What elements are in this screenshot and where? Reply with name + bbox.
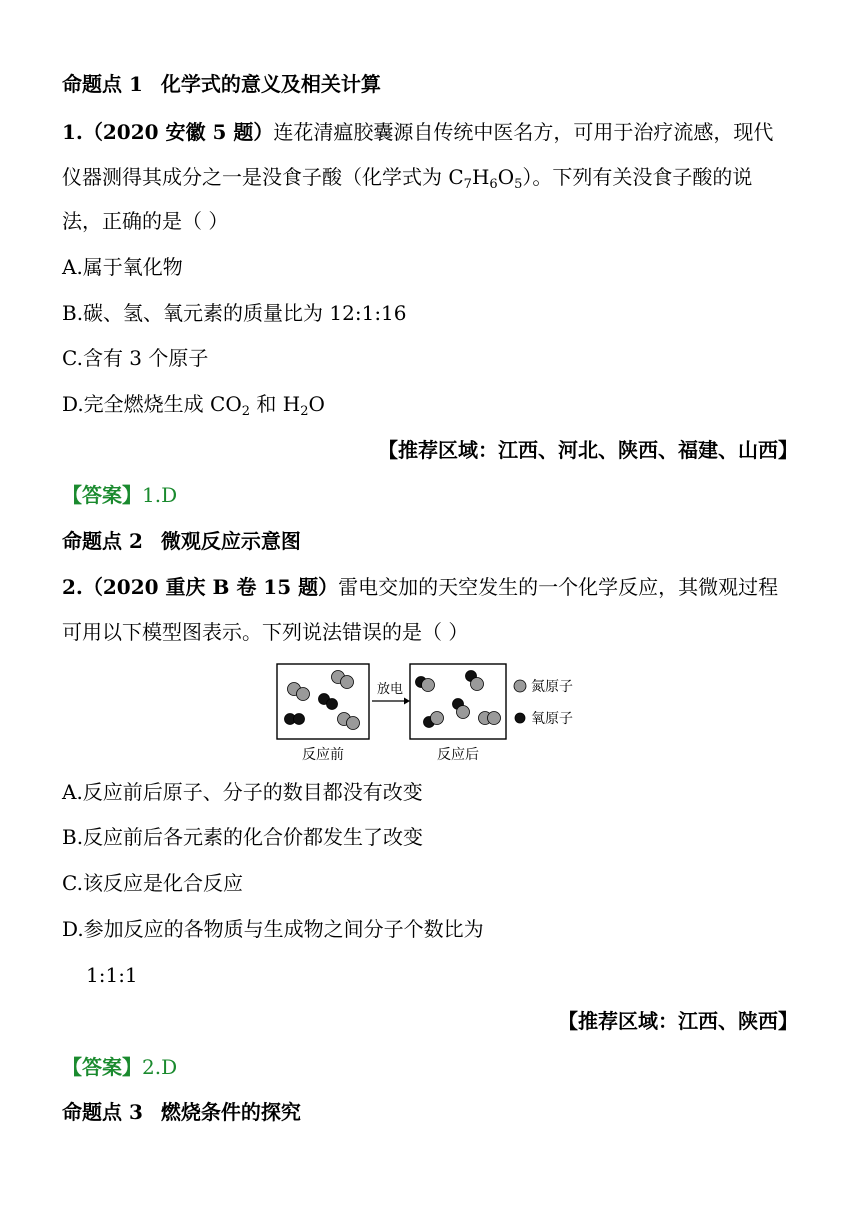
nitrogen-atom xyxy=(347,717,360,730)
q1-answer xyxy=(62,481,177,509)
formula-subscript: 6 xyxy=(489,177,498,192)
section-heading-3 xyxy=(62,1098,301,1126)
q2-option-c: C.该反应是化合反应 xyxy=(62,871,243,895)
q1-option-d-text: D.完全燃烧生成 CO xyxy=(62,392,242,416)
q1-stem-line-2 xyxy=(62,163,752,191)
formula-subscript: 2 xyxy=(300,404,309,419)
nitrogen-atom xyxy=(431,712,444,725)
q2-option-d: D.参加反应的各物质与生成物之间分子个数比为 xyxy=(62,917,484,941)
section-title: 燃烧条件的探究 xyxy=(160,1100,301,1124)
q1-source: 1.（2020 安徽 5 题） xyxy=(62,120,274,144)
q2-stem-text-1: 雷电交加的天空发生的一个化学反应，其微观过程 xyxy=(338,575,779,599)
q2-source: 2.（2020 重庆 B 卷 15 题） xyxy=(62,575,339,599)
q2-answer xyxy=(62,1053,177,1081)
answer-value: 1.D xyxy=(142,483,178,507)
section-label: 命题点 3 xyxy=(62,1100,143,1124)
legend-oxygen-swatch xyxy=(515,713,525,723)
q1-region-note: 【推荐区域：江西、河北、陕西、福建、山西】 xyxy=(378,438,798,462)
arrow-head xyxy=(404,698,410,705)
q1-stem-line-1 xyxy=(62,118,773,146)
q1-stem-text-2a: 仪器测得其成分之一是没食子酸（化学式为 C xyxy=(62,165,464,189)
section-heading-2 xyxy=(62,527,301,555)
section-label: 命题点 2 xyxy=(62,529,143,553)
formula-subscript: 5 xyxy=(514,177,523,192)
nitrogen-atom xyxy=(488,712,501,725)
answer-value: 2.D xyxy=(142,1055,178,1079)
before-caption: 反应前 xyxy=(302,747,344,763)
legend-nitrogen-label: 氮原子 xyxy=(531,679,573,695)
reaction-diagram xyxy=(274,661,604,765)
q2-region-note: 【推荐区域：江西、陕西】 xyxy=(558,1009,798,1033)
oxygen-atom xyxy=(327,699,338,710)
nitrogen-atom xyxy=(457,706,470,719)
after-caption: 反应后 xyxy=(437,747,479,763)
formula-element: O xyxy=(497,165,515,189)
formula-subscript: 2 xyxy=(241,404,251,419)
formula-element: H xyxy=(471,165,490,189)
q2-stem-line-1 xyxy=(62,573,778,601)
nitrogen-atom xyxy=(341,676,354,689)
q1-option-d xyxy=(62,390,325,418)
oxygen-atom xyxy=(294,714,305,725)
q1-option-d-text: 和 H xyxy=(250,392,301,416)
q2-stem-line-2: 可用以下模型图表示。下列说法错误的是（ ） xyxy=(62,620,469,644)
q1-option-c: C.含有 3 个原子 xyxy=(62,346,209,370)
q1-stem-line-3: 法，正确的是（ ） xyxy=(62,209,229,233)
section-title: 微观反应示意图 xyxy=(160,529,301,553)
legend-oxygen-label: 氧原子 xyxy=(531,711,573,727)
q2-option-d-continued: 1:1:1 xyxy=(86,963,138,987)
answer-tag: 【答案】 xyxy=(62,483,142,507)
q2-option-b: B.反应前后各元素的化合价都发生了改变 xyxy=(62,825,424,849)
legend-nitrogen-swatch xyxy=(514,680,526,692)
q1-option-d-text: O xyxy=(308,392,325,416)
section-heading-1 xyxy=(62,70,381,98)
q1-stem-text-2b: ）。下列有关没食子酸的说 xyxy=(522,165,753,189)
nitrogen-atom xyxy=(422,679,435,692)
answer-tag: 【答案】 xyxy=(62,1055,142,1079)
nitrogen-atom xyxy=(471,678,484,691)
q1-option-b: B.碳、氢、氧元素的质量比为 12:1:16 xyxy=(62,301,407,325)
arrow-label: 放电 xyxy=(376,682,404,697)
section-label: 命题点 1 xyxy=(62,72,143,96)
nitrogen-atom xyxy=(297,688,310,701)
q1-stem-text-1: 连花清瘟胶囊源自传统中医名方，可用于治疗流感，现代 xyxy=(273,120,774,144)
q2-option-a: A.反应前后原子、分子的数目都没有改变 xyxy=(62,780,423,804)
q1-option-a: A.属于氧化物 xyxy=(62,255,183,279)
formula-subscript: 7 xyxy=(463,177,472,192)
section-title: 化学式的意义及相关计算 xyxy=(160,72,381,96)
